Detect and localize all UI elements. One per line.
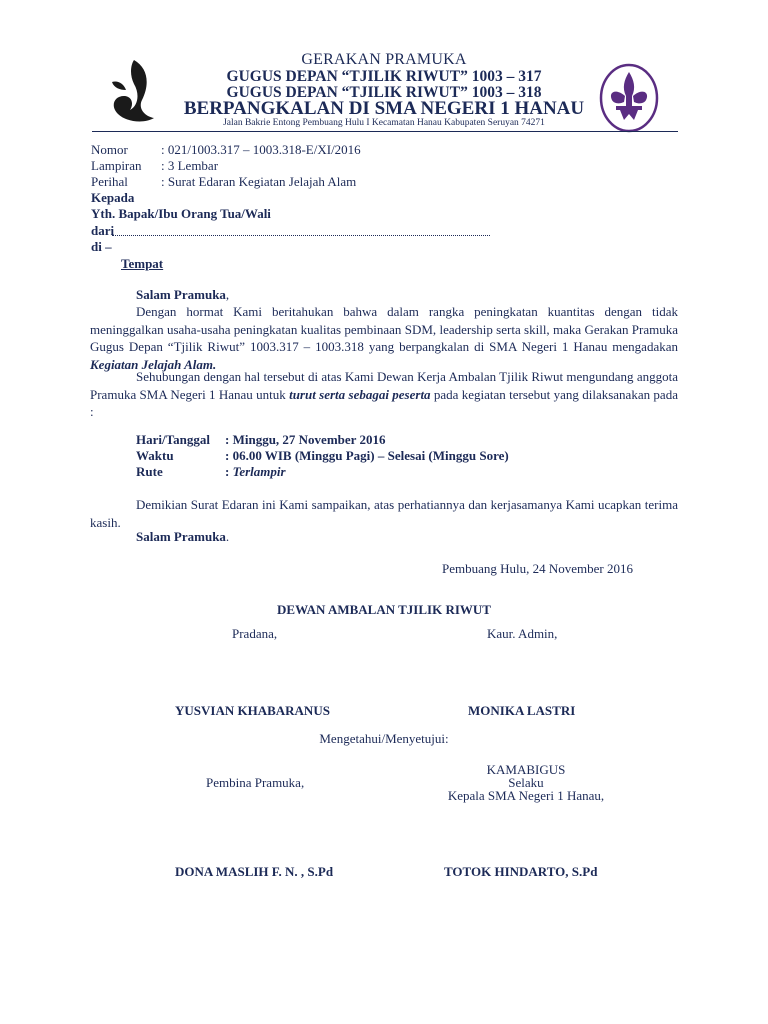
signer-name-2: MONIKA LASTRI bbox=[468, 703, 576, 718]
kamabigus-label: KAMABIGUS bbox=[486, 762, 566, 777]
base-line: BERPANGKALAN DI SMA NEGERI 1 HANAU bbox=[183, 98, 585, 119]
address-line: Jalan Bakrie Entong Pembuang Hulu I Kecamatan Hanau Kabupaten Seruyan 74271 bbox=[223, 118, 545, 128]
council-title: DEWAN AMBALAN TJILIK RIWUT bbox=[277, 602, 491, 617]
nomor-label: Nomor bbox=[91, 142, 128, 157]
pradana-label: Pradana, bbox=[232, 626, 278, 641]
lampiran-label: Lampiran bbox=[91, 158, 142, 173]
rute-label: Rute bbox=[136, 464, 163, 479]
waktu-value: : 06.00 WIB (Minggu Pagi) – Selesai (Minggu Sore) bbox=[225, 448, 509, 463]
closing: Salam Pramuka. bbox=[136, 529, 230, 544]
rute-value: : Terlampir bbox=[225, 464, 286, 479]
signer-name-1: YUSVIAN KHABARANUS bbox=[175, 703, 330, 718]
paragraph-1: Dengan hormat Kami beritahukan bahwa dalam rangka peningkatan kuantitas dengan tidak meninggalkan usaha-usaha peningkatan kualitas pembinaan SDM, leadership serta skill, maka Gerakan Pramuka Gugus Depan “Tjilik Riwut” 1003.317 – 1003.318 yang berpangkalan di SMA Negeri 1 Hanau mengadakan Kegiatan Jelajah Alam. bbox=[90, 304, 678, 372]
place-date: Pembuang Hulu, 24 November 2016 bbox=[442, 561, 634, 576]
perihal-value: : Surat Edaran Kegiatan Jelajah Alam bbox=[161, 174, 357, 189]
kaur-label: Kaur. Admin, bbox=[487, 626, 558, 641]
dari-dotted-line bbox=[112, 223, 490, 241]
mengetahui-label: Mengetahui/Menyetujui: bbox=[319, 731, 449, 746]
tempat-label: Tempat bbox=[121, 256, 164, 271]
greeting: Salam Pramuka, bbox=[136, 287, 230, 302]
kepala-label: Kepala SMA Negeri 1 Hanau, bbox=[447, 788, 605, 803]
waktu-label: Waktu bbox=[136, 448, 174, 463]
signer-name-3: DONA MASLIH F. N. , S.Pd bbox=[175, 864, 334, 879]
perihal-label: Perihal bbox=[91, 174, 128, 189]
header-divider bbox=[92, 131, 678, 132]
gudep-line-1: GUGUS DEPAN “TJILIK RIWUT” 1003 – 317 bbox=[226, 68, 542, 85]
signer-name-4: TOTOK HINDARTO, S.Pd bbox=[444, 864, 598, 879]
hari-value: : Minggu, 27 November 2016 bbox=[225, 432, 386, 447]
pembina-label: Pembina Pramuka, bbox=[206, 775, 305, 790]
paragraph-2: Sehubungan dengan hal tersebut di atas Kami Dewan Kerja Ambalan Tjilik Riwut mengundang anggota Pramuka SMA Negeri 1 Hanau untuk turut serta sebagai peserta pada kegiatan tersebut yang dilaksanakan pada : bbox=[90, 369, 678, 419]
yth-line: Yth. Bapak/Ibu Orang Tua/Wali bbox=[91, 206, 271, 221]
hari-label: Hari/Tanggal bbox=[136, 432, 210, 447]
gudep-line-2: GUGUS DEPAN “TJILIK RIWUT” 1003 – 318 bbox=[226, 84, 542, 101]
nomor-value: : 021/1003.317 – 1003.318-E/XI/2016 bbox=[161, 142, 361, 157]
di-label: di – bbox=[91, 239, 112, 254]
org-title: GERAKAN PRAMUKA bbox=[301, 51, 467, 68]
dari-label: dari bbox=[91, 223, 115, 238]
paragraph-3: Demikian Surat Edaran ini Kami sampaikan, atas perhatiannya dan kerjasamanya Kami ucapkan terima kasih. bbox=[90, 497, 678, 530]
kepada-label: Kepada bbox=[91, 190, 135, 205]
selaku-label: Selaku bbox=[508, 775, 544, 790]
lampiran-value: : 3 Lembar bbox=[161, 158, 219, 173]
